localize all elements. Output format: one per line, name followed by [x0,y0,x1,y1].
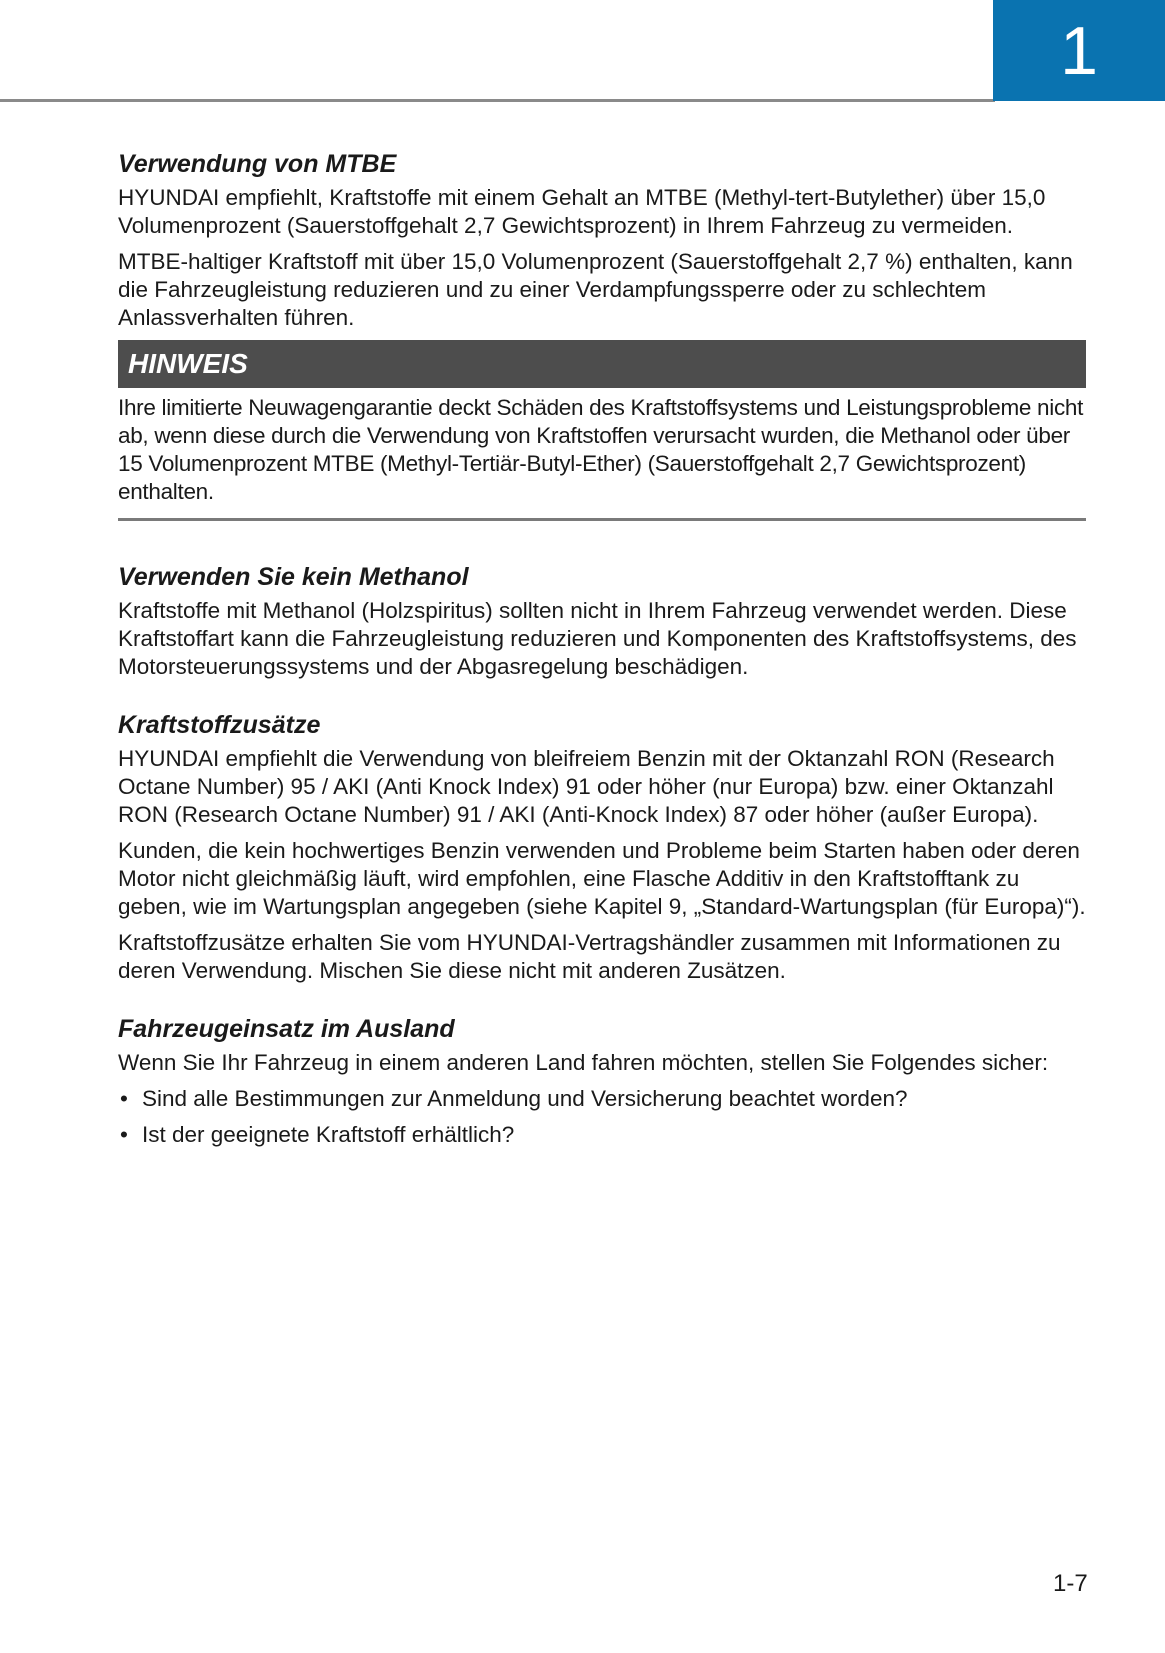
list-item [118,1085,1086,1113]
section-title: Verwendung von MTBE [118,150,397,178]
bullet-list [118,1085,1086,1149]
section-methanol [118,561,1086,681]
note-divider [118,518,1086,521]
note-header: HINWEIS [118,340,1086,388]
section-title: Verwenden Sie kein Methanol [118,563,469,591]
section-mtbe [118,148,1086,332]
paragraph: HYUNDAI empfiehlt die Verwendung von bleifreiem Benzin mit der Oktanzahl RON (Research Octane Number) 95 / AKI (Anti Knock Index) 91 oder höher (nur Europa) bzw. einer Oktanzahl RON (Research Octane Number) 91 / AKI (Anti-Knock Index) 87 oder höher (außer Europa). [118,746,1055,827]
header-divider [0,99,995,102]
section-title: Kraftstoffzusätze [118,711,321,739]
list-item-text: Ist der geeignete Kraftstoff erhältlich? [142,1122,515,1147]
page-number: 1-7 [1053,1570,1088,1597]
note-text: Ihre limitierte Neuwagengarantie deckt Schäden des Kraftstoffsystems und Leistungsprobleme nicht ab, wenn diese durch die Verwendung von Kraftstoffen verursacht wurden, die Methanol oder über 15 Volumenprozent MTBE (Methyl-Tertiär-Butyl-Ether) (Sauerstoffgehalt 2,7 Gewichtsprozent) enthalten. [118,395,1084,504]
section-title: Fahrzeugeinsatz im Ausland [118,1015,455,1043]
note-box [118,340,1086,521]
paragraph: Kraftstoffe mit Methanol (Holzspiritus) sollten nicht in Ihrem Fahrzeug verwendet werden. Diese Kraftstoffart kann die Fahrzeugleistung reduzieren und Komponenten des Kraftstoffsystems, des Motorsteuerungssystems und der Abgasregelung beschädigen. [118,598,1077,679]
chapter-number: 1 [1060,12,1098,89]
list-item-text: Sind alle Bestimmungen zur Anmeldung und Versicherung beachtet worden? [142,1086,908,1111]
list-item [118,1121,1086,1149]
section-abroad [118,1013,1086,1149]
paragraph: HYUNDAI empfiehlt, Kraftstoffe mit einem Gehalt an MTBE (Methyl-tert-Butylether) über 15,0 Volumenprozent (Sauerstoffgehalt 2,7 Gewichtsprozent) in Ihrem Fahrzeug zu vermeiden. [118,185,1046,238]
paragraph: Kraftstoffzusätze erhalten Sie vom HYUNDAI-Vertragshändler zusammen mit Informationen zu deren Verwendung. Mischen Sie diese nicht mit anderen Zusätzen. [118,930,1061,983]
page-content [118,148,1086,1177]
paragraph: Wenn Sie Ihr Fahrzeug in einem anderen Land fahren möchten, stellen Sie Folgendes sicher: [118,1050,1049,1075]
bullet-icon: • [120,1122,128,1147]
paragraph: MTBE-haltiger Kraftstoff mit über 15,0 Volumenprozent (Sauerstoffgehalt 2,7 %) enthalten, kann die Fahrzeugleistung reduzieren und zu einer Verdampfungssperre oder zu schlechtem Anlassverhalten führen. [118,249,1073,330]
paragraph: Kunden, die kein hochwertiges Benzin verwenden und Probleme beim Starten haben oder deren Motor nicht gleichmäßig läuft, wird empfohlen, eine Flasche Additiv in den Kraftstofftank zu geben, wie im Wartungsplan angegeben (siehe Kapitel 9, „Standard-Wartungsplan (für Europa)“). [118,838,1086,919]
chapter-tab [993,0,1165,101]
section-additives [118,709,1086,985]
bullet-icon: • [120,1086,128,1111]
